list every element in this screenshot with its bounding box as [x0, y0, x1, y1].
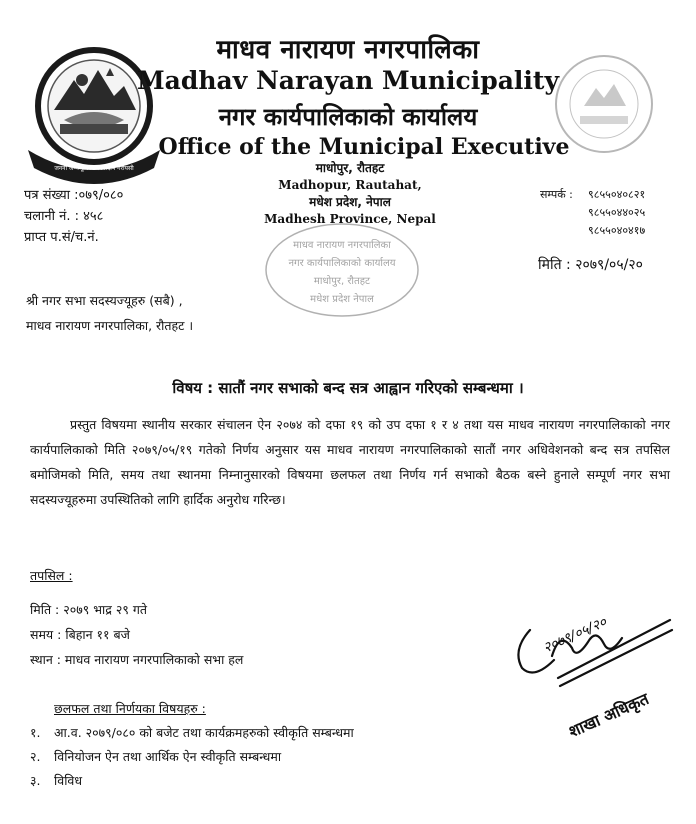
seal-line-2: नगर कार्यपालिकाको कार्यालय — [288, 258, 396, 269]
schedule-date: मिति : २०७९ भाद्र २९ गते — [30, 602, 147, 617]
center-seal — [262, 220, 422, 320]
office-english: Office of the Municipal Executive — [158, 134, 570, 160]
address-nepali-2: मधेश प्रदेश, नेपाल — [309, 195, 391, 209]
letter-date: मिति : २०७९/०५/२० — [538, 257, 643, 273]
recipient-line-2: माधव नारायण नगरपालिका, रौतहट । — [26, 318, 194, 333]
contact-phone-1: ९८५५०४०८२१ — [588, 188, 646, 201]
dispatch-number: चलानी नं. : ४५८ — [24, 209, 104, 224]
address-english-1: Madhopur, Rautahat, — [278, 178, 422, 192]
title-english: Madhav Narayan Municipality — [137, 66, 559, 95]
agenda-item-2: विनियोजन ऐन तथा आर्थिक ऐन स्वीकृति सम्बन्धमा — [54, 749, 282, 764]
agenda-item-num-1: १. — [30, 725, 41, 740]
letter-number: पत्र संख्या :०७९/०८० — [24, 188, 124, 203]
office-nepali: नगर कार्यपालिकाको कार्यालय — [218, 103, 478, 131]
address-english-2: Madhesh Province, Nepal — [264, 212, 436, 226]
agenda-heading: छलफल तथा निर्णयका विषयहरु : — [54, 701, 206, 716]
seal-line-3: माधोपुर, रौतहट — [313, 276, 371, 287]
subject-line: विषय : सातौं नगर सभाको बन्द सत्र आह्वान गरिएको सम्बन्धमा । — [172, 379, 524, 397]
body-paragraph: प्रस्तुत विषयमा स्थानीय सरकार संचालन ऐन २०७४ को दफा १९ को उप दफा १ र ४ तथा यस माधव नारायण नगरपालिकाको नगर कार्यपालिकाको मिति २०७९/०५/१९ गतेको निर्णय अनुसार यस माधव नारायण नगरपालिकाको सातौं नगर अधिवेशनको बन्द सत्र तपसिल बमोजिमको मिति, समय तथा स्थानमा निम्नानुसारको विषयमा छलफल तथा निर्णय गर्न सभाको बैठक बस्ने हुनाले सम्पूर्ण नगर सभा सदस्यज्यूहरुमा उपस्थितिको लागि हार्दिक अनुरोध गरिन्छ। — [30, 417, 670, 507]
contact-phone-3: ९८५५०४०४१७ — [588, 224, 646, 237]
seal-line-4: मधेश प्रदेश नेपाल — [310, 294, 374, 305]
contact-label: सम्पर्क : — [540, 188, 573, 201]
title-nepali: माधव नारायण नगरपालिका — [216, 35, 480, 65]
logo-ribbon-text: जननी जन्मभूमिश्च स्वर्गादपि गरीयसी — [54, 165, 134, 172]
agenda-item-1: आ.व. २०७९/०८० को बजेट तथा कार्यक्रमहरुको स्वीकृति सम्बन्धमा — [54, 725, 354, 740]
received-number: प्राप्त प.सं/च.नं. — [24, 230, 99, 245]
schedule-heading: तपसिल : — [30, 568, 73, 583]
schedule-time: समय : बिहान ११ बजे — [30, 627, 130, 642]
schedule-place: स्थान : माधव नारायण नगरपालिकाको सभा हल — [30, 652, 244, 667]
signature-date: २०७९/०५/२० — [540, 614, 610, 657]
agenda-item-num-3: ३. — [30, 773, 41, 788]
agenda-item-num-2: २. — [30, 749, 41, 764]
recipient-line-1: श्री नगर सभा सदस्यज्यूहरु (सबै) , — [26, 293, 183, 308]
agenda-item-3: विविध — [54, 773, 83, 788]
seal-line-1: माधव नारायण नगरपालिका — [293, 240, 391, 251]
signatory-designation: शाखा अधिकृत — [565, 689, 652, 742]
contact-phone-2: ९८५५०४४०२५ — [588, 206, 646, 219]
faded-stamp-icon — [556, 56, 652, 152]
address-nepali-1: माधोपुर, रौतहट — [315, 161, 385, 175]
office-stamp — [544, 44, 664, 164]
